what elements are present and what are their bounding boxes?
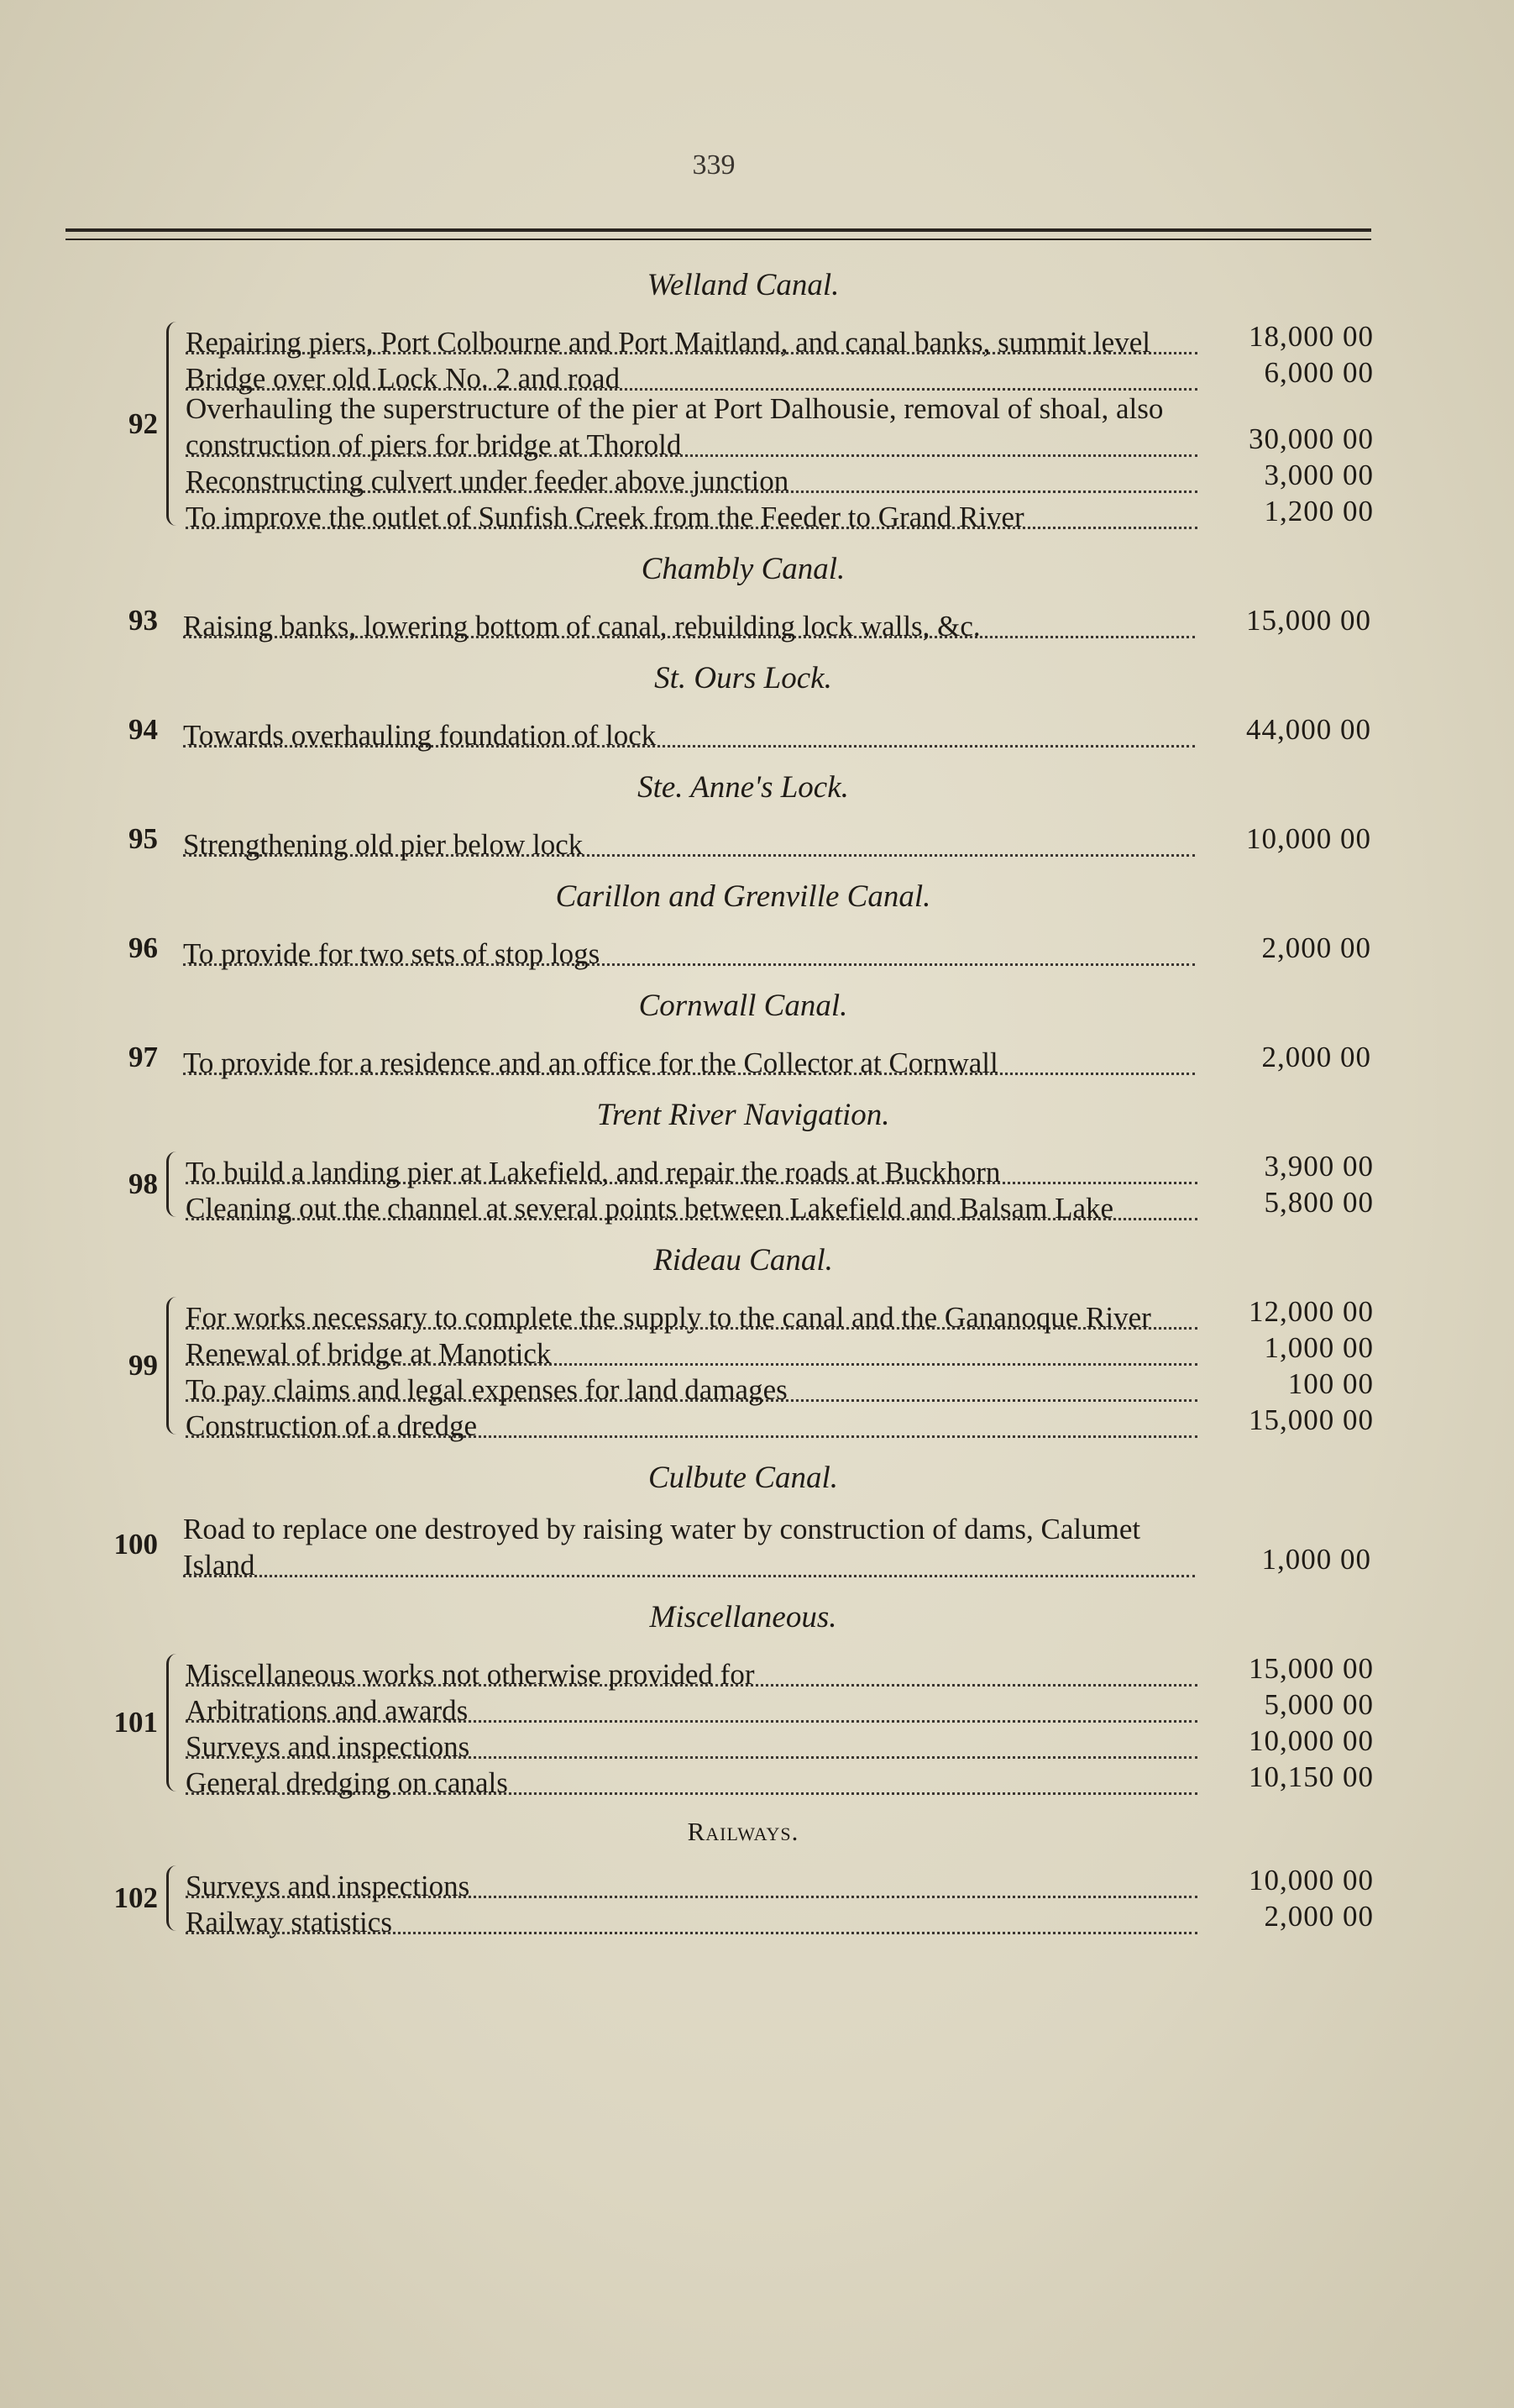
section-heading: Welland Canal.	[647, 268, 840, 302]
item-group	[101, 821, 1411, 861]
item-lines	[183, 1039, 1411, 1079]
line-item	[183, 930, 1411, 970]
item-description	[186, 360, 1197, 395]
item-text: Raising banks, lowering bottom of canal, rebuilding lock walls, &c.	[183, 610, 981, 643]
item-amount: 6,000 00	[1264, 356, 1374, 389]
item-amount: 18,000 00	[1249, 320, 1374, 353]
line-item	[186, 1650, 1411, 1691]
brace	[166, 1297, 181, 1435]
item-number: 100	[113, 1527, 158, 1561]
item-text: Railway statistics	[186, 1906, 392, 1938]
item-amount: 30,000 00	[1249, 422, 1374, 455]
brace	[166, 824, 178, 853]
item-text: To improve the outlet of Sunfish Creek from the Feeder to Grand River	[186, 501, 1024, 533]
item-amount: 15,000 00	[1249, 1403, 1374, 1436]
section-heading: Culbute Canal.	[647, 1461, 839, 1495]
line-item	[186, 1402, 1411, 1442]
item-text: Towards overhauling foundation of lock	[183, 719, 657, 752]
item-text: Repairing piers, Port Colbourne and Port Maitland, and canal banks, summit level	[186, 326, 1150, 359]
item-lines	[186, 1862, 1411, 1938]
item-description	[186, 391, 1197, 461]
section	[101, 551, 1411, 643]
item-description	[186, 499, 1197, 533]
item-group	[101, 1650, 1411, 1799]
line-item	[186, 1366, 1411, 1406]
item-text: Reconstructing culvert under feeder above junction	[186, 464, 789, 497]
item-number: 99	[128, 1349, 158, 1382]
item-number: 95	[128, 821, 158, 855]
item-group	[101, 1511, 1411, 1582]
line-item	[186, 391, 1411, 461]
section-heading: Railways.	[687, 1817, 799, 1846]
item-description	[183, 936, 1195, 970]
line-item	[186, 1759, 1411, 1799]
line-item	[186, 318, 1411, 359]
item-text: To build a landing pier at Lakefield, and repair the roads at Buckhorn	[186, 1156, 1001, 1188]
item-text: Strengthening old pier below lock	[183, 828, 584, 861]
item-lines	[183, 602, 1411, 643]
item-number: 98	[128, 1167, 158, 1200]
line-item	[186, 354, 1411, 395]
item-lines	[186, 1148, 1411, 1225]
item-description	[183, 1045, 1195, 1079]
item-lines	[183, 821, 1411, 861]
section-heading: Carillon and Grenville Canal.	[555, 879, 931, 914]
item-description	[183, 717, 1195, 752]
section-heading: Cornwall Canal.	[638, 989, 848, 1023]
page-number: 339	[692, 150, 736, 181]
item-text: Arbitrations and awards	[186, 1694, 469, 1727]
item-description	[186, 1904, 1197, 1938]
item-amount: 10,000 00	[1249, 1864, 1374, 1896]
item-text: Overhauling the superstructure of the pier at Port Dalhousie, removal of shoal, also construction of piers for bridge at Thorold	[186, 392, 1164, 461]
brace	[166, 715, 178, 744]
item-text: Construction of a dredge	[186, 1409, 477, 1442]
section	[101, 1242, 1411, 1442]
brace	[166, 606, 178, 635]
item-amount: 100 00	[1287, 1367, 1374, 1400]
item-amount: 44,000 00	[1246, 713, 1371, 746]
leader-dots	[183, 1575, 1195, 1577]
item-lines	[183, 930, 1411, 970]
item-amount: 5,800 00	[1264, 1186, 1374, 1219]
section-heading: Chambly Canal.	[641, 552, 846, 586]
line-item	[183, 1511, 1411, 1582]
item-number: 102	[113, 1881, 158, 1914]
item-description	[186, 463, 1197, 497]
line-item	[183, 1039, 1411, 1079]
item-amount: 2,000 00	[1261, 931, 1371, 964]
line-item	[186, 1862, 1411, 1902]
section-heading: Ste. Anne's Lock.	[637, 770, 849, 805]
item-description	[186, 1729, 1197, 1763]
section	[101, 1599, 1411, 1799]
item-description	[186, 1868, 1197, 1902]
item-text: Renewal of bridge at Manotick	[186, 1337, 552, 1370]
line-item	[183, 821, 1411, 861]
item-lines	[183, 711, 1411, 752]
section	[101, 1817, 1411, 1938]
estimates-list	[101, 267, 1411, 1956]
brace	[166, 933, 178, 963]
item-group	[101, 930, 1411, 970]
item-amount: 2,000 00	[1261, 1041, 1371, 1073]
item-text: Bridge over old Lock No. 2 and road	[186, 362, 621, 395]
brace	[166, 1514, 178, 1574]
item-text: Cleaning out the channel at several points between Lakefield and Balsam Lake	[186, 1192, 1114, 1225]
section	[101, 267, 1411, 533]
section-heading: Miscellaneous.	[649, 1600, 837, 1634]
item-description	[183, 608, 1195, 643]
item-lines	[186, 318, 1411, 533]
item-text: Surveys and inspections	[186, 1730, 470, 1763]
brace	[166, 1042, 178, 1072]
item-description	[186, 1656, 1197, 1691]
item-amount: 2,000 00	[1264, 1900, 1374, 1933]
item-text: To pay claims and legal expenses for land damages	[186, 1373, 788, 1406]
item-amount: 1,000 00	[1264, 1331, 1374, 1364]
item-text: Surveys and inspections	[186, 1870, 470, 1902]
item-text: To provide for a residence and an office for the Collector at Cornwall	[183, 1047, 998, 1079]
item-group	[101, 1293, 1411, 1442]
brace	[166, 322, 181, 526]
item-lines	[186, 1650, 1411, 1799]
section	[101, 1460, 1411, 1582]
item-number: 94	[128, 712, 158, 746]
item-amount: 10,150 00	[1249, 1760, 1374, 1793]
item-description	[186, 1765, 1197, 1799]
item-description	[186, 1190, 1197, 1225]
item-amount: 10,000 00	[1249, 1724, 1374, 1757]
header-rule-thin	[65, 239, 1371, 240]
item-number: 101	[113, 1706, 158, 1739]
line-item	[186, 493, 1411, 533]
line-item	[186, 457, 1411, 497]
item-text: Road to replace one destroyed by raising water by construction of dams, Calumet Island	[183, 1513, 1141, 1582]
item-amount: 1,200 00	[1264, 495, 1374, 527]
section-heading: Rideau Canal.	[653, 1243, 833, 1277]
item-description	[186, 1299, 1197, 1334]
item-group	[101, 602, 1411, 643]
section-heading: St. Ours Lock.	[654, 661, 832, 695]
brace	[166, 1865, 181, 1931]
section	[101, 660, 1411, 752]
line-item	[186, 1148, 1411, 1188]
item-amount: 15,000 00	[1246, 604, 1371, 637]
item-number: 92	[128, 407, 158, 440]
line-item	[183, 602, 1411, 643]
line-item	[183, 711, 1411, 752]
item-description	[183, 1511, 1195, 1582]
header-rule-thick	[65, 228, 1371, 232]
item-description	[186, 1335, 1197, 1370]
item-amount: 3,000 00	[1264, 459, 1374, 491]
item-description	[186, 1154, 1197, 1188]
line-item	[186, 1898, 1411, 1938]
item-amount: 1,000 00	[1261, 1543, 1371, 1576]
brace	[166, 1654, 181, 1792]
item-lines	[186, 1293, 1411, 1442]
item-amount: 5,000 00	[1264, 1688, 1374, 1721]
line-item	[186, 1723, 1411, 1763]
line-item	[186, 1293, 1411, 1334]
item-text: General dredging on canals	[186, 1766, 508, 1799]
item-text: Miscellaneous works not otherwise provided for	[186, 1658, 755, 1691]
item-text: For works necessary to complete the supply to the canal and the Gananoque River	[186, 1301, 1151, 1334]
item-description	[186, 1408, 1197, 1442]
brace	[166, 1152, 181, 1217]
section	[101, 769, 1411, 861]
item-group	[101, 711, 1411, 752]
section	[101, 1097, 1411, 1225]
item-description	[183, 826, 1195, 861]
item-amount: 3,900 00	[1264, 1150, 1374, 1183]
item-amount: 10,000 00	[1246, 822, 1371, 855]
item-group	[101, 1148, 1411, 1225]
item-group	[101, 318, 1411, 533]
section-heading: Trent River Navigation.	[596, 1098, 890, 1132]
item-number: 96	[128, 931, 158, 964]
item-amount: 12,000 00	[1249, 1295, 1374, 1328]
item-number: 97	[128, 1040, 158, 1073]
section	[101, 988, 1411, 1079]
line-item	[186, 1184, 1411, 1225]
line-item	[186, 1687, 1411, 1727]
item-group	[101, 1862, 1411, 1938]
item-lines	[183, 1511, 1411, 1582]
item-description	[186, 324, 1197, 359]
item-amount: 15,000 00	[1249, 1652, 1374, 1685]
item-description	[186, 1692, 1197, 1727]
item-number: 93	[128, 603, 158, 637]
line-item	[186, 1330, 1411, 1370]
item-group	[101, 1039, 1411, 1079]
section	[101, 879, 1411, 970]
item-description	[186, 1372, 1197, 1406]
item-text: To provide for two sets of stop logs	[183, 937, 600, 970]
